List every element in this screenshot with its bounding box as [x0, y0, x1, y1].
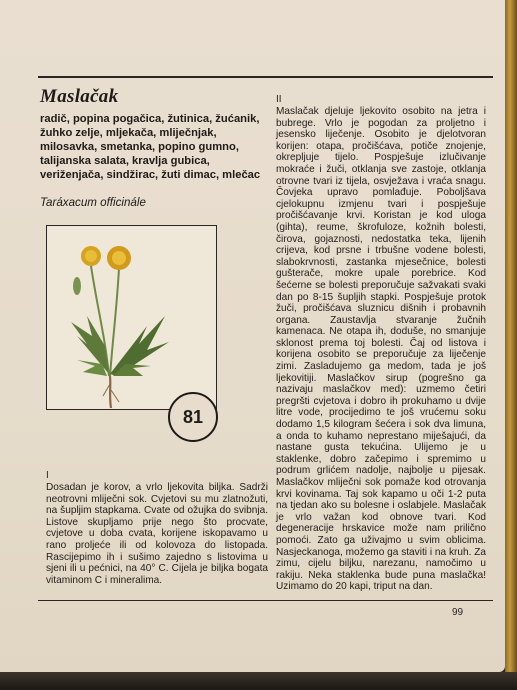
header-rule [38, 76, 493, 78]
dandelion-drawing [47, 226, 217, 410]
section-one-text: Dosadan je korov, a vrlo ljekovita biljka. Sadrži neotrovni mliječni sok. Cvjetovi su mu zlatnožuti, na šupljim stapkama. Cvate od ožujka do svibnja. Listove skupljamo prije nego što procvate, cvjetove u doba cvata, korijene iskopavamo u rano proljeće ili od kolovoza do listopada. Rascijepimo ih i sušimo zajedno s listovima u sjeni ili u pećnici, na 40° C. Cijela je biljka bogata vitaminom C i mineralima. [46, 482, 268, 586]
section-two-text: Maslačak djeluje ljekovito osobito na jetra i bubrege. Vrlo je pogodan za proljetno i jesensko liječenje. Osobito je djelotvoran korijen: otapa, pročišćava, potiče znojenje, okrepljuje tijelo. Pospješuje izlučivanje mokraće i žuči, otklanja sve zastoje, otklanja otrovne tvari iz tijela, osvježava i vraća snagu. Čovjeka upravo pomlađuje. Poboljšava cjelokupnu izmjenu tvari i pospješuje pročišćavanje krvi. Koristan je kod uloga (gihta), reume, škrofuloze, kožnih bolesti, čirova, gojaznosti, nedostatka teka, lijenih crijeva, kod prsne i trbušne vodene bolesti, slabokrvnosti, zastanka mjesečnice, bolesti gušterače, mokre upale porebrice. Kod šećerne se bolesti preporučuje sažvakati svaki dan po 8-15 šupljih stapki. Pospješuje protok žuči, pročišćava sluznicu dišnih i probavnih organa. Zaustavlja stvaranje žučnih kamenaca. Ne otapa ih, doduše, no smanjuje sklonost prema toj bolesti. Čaj od listova i korijena osobito se preporučuje za liječenje zimi. Zasladujemo ga medom, tada je još ljekovitiji. Maslačkov sirup (pogrešno ga nazivaju maslačkov med): uzmemo četiri pregršti cvjetova i dobro ih prokuhamo u dvije litre vode, procijedimo te još vrućemu soku dodamo 1,5 kilogram šećera i sok dva limuna, a onda to kuhamo neprestano miješajući, da nastane gusta tekućina. Ulijemo je u staklenke, dobro začepimo i spremimo u podrum grlićem nadolje, najbolje u pijesak. Maslačkov mliječni sok pomaže kod otrovanja krvi kovinama. Taj sok kapamo u oči 1-2 puta na tjedan ako su bolesne i oslabjele. Maslačak je vrlo važan kod obnove tvari. Kod degeneracije hrskavice može nam prilično pomoći. Zato ga uživajmo u svim oblicima. Nasjeckanoga, možemo ga staviti i na kruh. Za zimu, cijelu biljku, narezanu, namočimo u rakiju. Neka staklenka bude puna maslačka! Uzimamo do 20 kapi, triput na dan. [276, 106, 486, 593]
plant-synonyms: radič, popina pogačica, žutinica, žućanik, žuhko zelje, mljekača, mliječnjak, milosavka, smetanka, popino gumno, talijanska salata, kravlja gubica, veriženjača, sindžirac, žuti dimac, mlečac [40, 113, 261, 181]
footer-rule [38, 600, 493, 601]
page-edge [505, 0, 517, 690]
section-one-heading: I [46, 470, 49, 481]
page-number: 99 [452, 607, 464, 618]
section-two-heading: II [276, 94, 282, 105]
plant-title: Maslačak [40, 86, 119, 107]
latin-name: Taráxacum officinále [40, 196, 146, 209]
bottom-shadow [0, 672, 517, 690]
plate-number-badge: 81 [168, 392, 218, 442]
dandelion-illustration [46, 225, 217, 410]
